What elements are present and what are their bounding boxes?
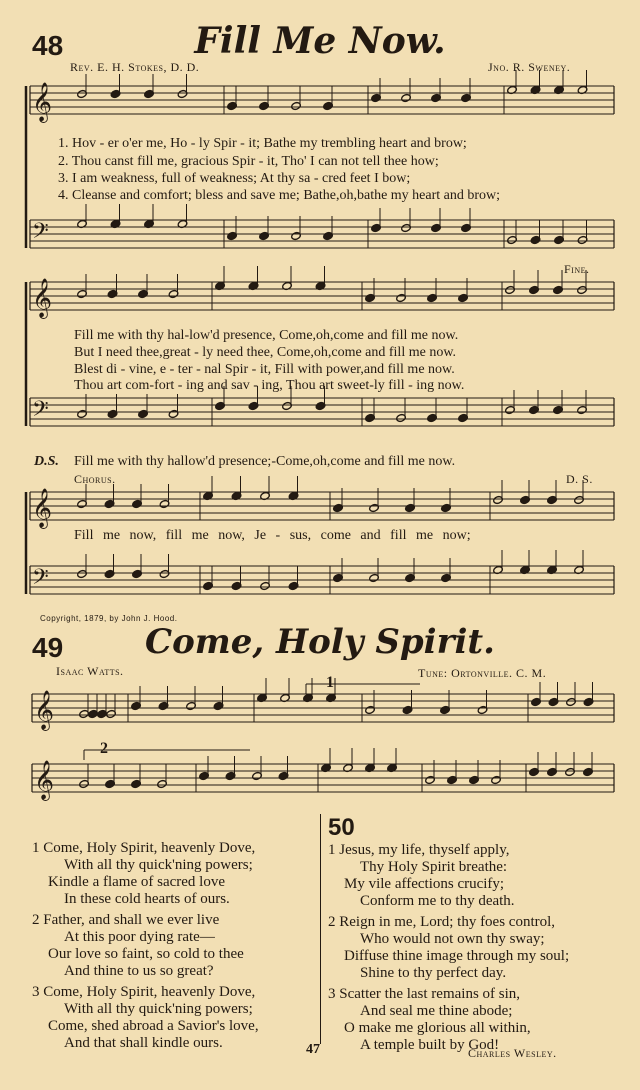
hymn50-author: Charles Wesley. <box>468 1046 557 1060</box>
stanza-line: 3 Come, Holy Spirit, heavenly Dove, <box>32 984 256 1000</box>
chorus-lyric: Fill me now, fill me now, Je - sus, come and fill me now; <box>74 528 471 543</box>
refrain-line-1: Fill me with thy hal-low'd presence, Come,oh,come and fill me now. <box>74 328 459 343</box>
stanza-line: At this poor dying rate— <box>64 929 215 945</box>
stanza-line: With all thy quick'ning powers; <box>64 1001 253 1017</box>
verse-line-4: 4. Cleanse and comfort; bless and save me; Bathe,oh,bathe my heart and brow; <box>58 188 501 203</box>
verse-line-1: 1. Hov - er o'er me, Ho - ly Spir - it; Bathe my trembling heart and brow; <box>58 136 467 151</box>
first-ending: 1 <box>326 674 334 691</box>
stanza-50-3 <box>328 986 569 1054</box>
stanza-line: Shine to thy perfect day. <box>360 965 507 981</box>
stanza-49-2 <box>32 912 259 980</box>
page-number: 47 <box>306 1042 320 1057</box>
svg-text:𝄢: 𝄢 <box>32 565 49 595</box>
stanza-line: Who would not own thy sway; <box>360 931 545 947</box>
hymn50-stanzas <box>328 842 569 1054</box>
hymn-title-48: Fill Me Now. <box>194 20 446 62</box>
stanza-line: Thy Holy Spirit breathe: <box>360 859 508 875</box>
svg-text:𝄞: 𝄞 <box>32 82 53 122</box>
stanza-line: Conform me to thy death. <box>360 893 515 909</box>
svg-text:𝄢: 𝄢 <box>32 219 49 249</box>
copyright-notice: Copyright, 1879, by John J. Hood. <box>40 614 178 623</box>
hymn-author-49: Isaac Watts. <box>56 664 124 678</box>
verse-line-2: 2. Thou canst fill me, gracious Spir - it, Tho' I can not tell thee how; <box>58 154 439 169</box>
stanza-49-3 <box>32 984 259 1052</box>
stanza-line: 3 Scatter the last remains of sin, <box>328 986 521 1002</box>
stanza-line: Our love so faint, so cold to thee <box>48 946 244 962</box>
hymn-number-49: 49 <box>32 632 64 663</box>
ds-marking: D. S. <box>566 472 593 486</box>
stanza-line: With all thy quick'ning powers; <box>64 857 253 873</box>
stanza-line: In these cold hearts of ours. <box>64 891 230 907</box>
hymn-title-49: Come, Holy Spirit. <box>145 622 495 662</box>
stanza-line: And seal me thine abode; <box>360 1003 513 1019</box>
hymn-number-48: 48 <box>32 30 64 61</box>
stanza-line: Kindle a flame of sacred love <box>48 874 226 890</box>
svg-text:𝄢: 𝄢 <box>32 397 49 427</box>
stanza-line: 1 Jesus, my life, thyself apply, <box>328 842 510 858</box>
stanza-line: O make me glorious all within, <box>344 1020 531 1036</box>
stanza-line: My vile affections crucify; <box>344 876 505 892</box>
verse-line-3: 3. I am weakness, full of weakness; At thy sa - cred feet I bow; <box>58 171 411 186</box>
stanza-line: A temple built by God! <box>360 1037 500 1053</box>
hymn-composer-48: Jno. R. Sweney. <box>488 60 571 74</box>
stanza-line: 2 Reign in me, Lord; thy foes control, <box>328 914 556 930</box>
second-ending: 2 <box>100 740 108 757</box>
refrain-line-2: But I need thee,great - ly need thee, Come,oh,come and fill me now. <box>74 345 457 360</box>
svg-text:𝄞: 𝄞 <box>32 488 53 528</box>
refrain-line-4: Thou art com-fort - ing and sav - ing, Thou art sweet-ly fill - ing now. <box>74 378 465 393</box>
hymn-number-50: 50 <box>328 814 355 841</box>
stanza-line: Come, shed abroad a Savior's love, <box>48 1018 259 1034</box>
stanza-line: And thine to us so great? <box>64 963 214 979</box>
hymn-tune-49: Tune: Ortonville. C. M. <box>418 666 547 680</box>
ds-label: D.S. <box>34 454 59 469</box>
stanza-line: 2 Father, and shall we ever live <box>32 912 220 928</box>
stanza-50-1 <box>328 842 569 910</box>
stanza-line: 1 Come, Holy Spirit, heavenly Dove, <box>32 840 256 856</box>
ds-line: Fill me with thy hallow'd presence;-Come,oh,come and fill me now. <box>74 454 456 469</box>
column-divider <box>320 814 321 1044</box>
stanza-line: And that shall kindle ours. <box>64 1035 223 1051</box>
svg-text:𝄞: 𝄞 <box>34 760 55 800</box>
stanza-49-1 <box>32 840 259 908</box>
svg-text:𝄞: 𝄞 <box>34 690 55 730</box>
stanza-line: Diffuse thine image through my soul; <box>344 948 570 964</box>
hymn-author-48: Rev. E. H. Stokes, D. D. <box>70 60 200 74</box>
stanza-50-2 <box>328 914 569 982</box>
svg-text:𝄞: 𝄞 <box>32 278 53 318</box>
refrain-line-3: Blest di - vine, e - ter - nal Spir - it, Fill with power,and fill me now. <box>74 362 455 377</box>
fine-marking: Fine. <box>564 262 590 276</box>
hymn49-stanzas <box>32 840 259 1052</box>
chorus-label: Chorus. <box>74 472 116 486</box>
